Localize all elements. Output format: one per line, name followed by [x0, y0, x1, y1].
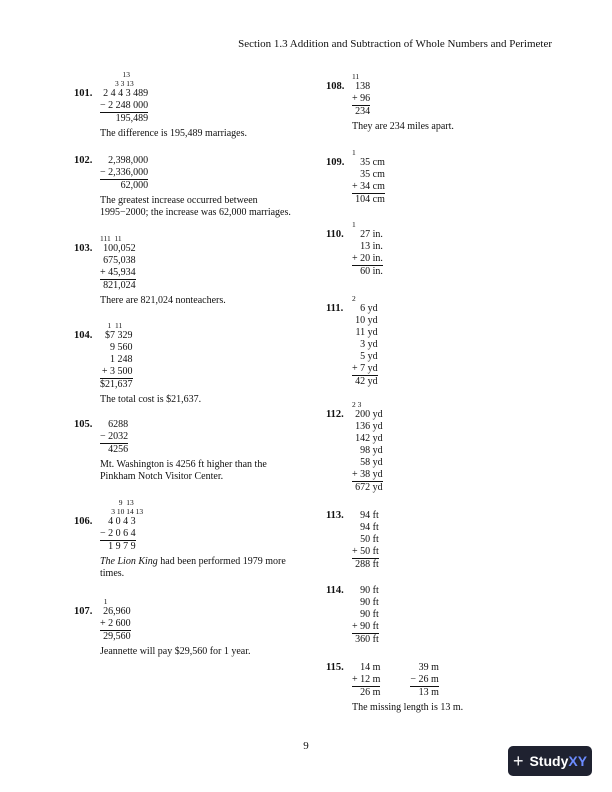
result: 195,489 — [100, 112, 148, 125]
carry-digits: 1 11 — [100, 321, 123, 330]
work-block — [100, 498, 304, 553]
arithmetic-line: 2,398,000 — [108, 154, 149, 166]
problem — [74, 321, 304, 407]
arithmetic — [352, 81, 370, 118]
result: 60 in. — [352, 265, 383, 278]
arithmetic-line: − 26 m — [410, 673, 439, 685]
problem — [74, 155, 304, 220]
arithmetic-line: 94 ft — [360, 521, 379, 533]
caption-title: The Lion King — [100, 555, 158, 567]
work-block — [100, 70, 304, 125]
carry-digits: 3 10 14 13 — [100, 506, 144, 516]
arithmetic — [352, 662, 380, 699]
work-block — [352, 400, 556, 494]
caption-text: Mt. Washington is 4256 ft higher than the Pinkham Notch Visitor Center. — [100, 458, 267, 482]
caption — [100, 646, 304, 659]
arithmetic-line: 90 ft — [360, 596, 379, 608]
work-block — [100, 234, 304, 292]
problem-number: 113. — [326, 509, 344, 521]
work-block — [352, 585, 556, 646]
result: 360 ft — [352, 633, 379, 646]
problem — [326, 148, 556, 206]
arithmetic-line: + 45,934 — [100, 266, 136, 278]
problem-number: 103. — [74, 242, 93, 254]
problem-number: 101. — [74, 88, 93, 99]
caption — [352, 121, 556, 134]
arithmetic-line: 90 ft — [360, 584, 379, 596]
caption-text: had been performed 1979 more times. — [100, 555, 286, 579]
carry-digits: 11 — [352, 72, 360, 81]
problem — [74, 419, 304, 484]
caption — [100, 556, 304, 581]
arithmetic — [352, 510, 379, 571]
problem — [326, 510, 556, 571]
result: 821,024 — [100, 279, 136, 292]
studyxy-badge[interactable] — [508, 746, 592, 776]
arithmetic — [410, 662, 438, 699]
carry-digits: 1 — [352, 147, 356, 157]
arithmetic-line: + 12 m — [352, 673, 381, 685]
arithmetic-line: + 2 600 — [100, 617, 131, 629]
arithmetic-line: 10 yd — [355, 314, 378, 326]
arithmetic-line: 27 in. — [360, 228, 383, 240]
problem-number: 102. — [74, 154, 93, 166]
caption — [100, 195, 304, 220]
problem — [326, 585, 556, 646]
result: 104 cm — [352, 193, 385, 206]
arithmetic — [352, 585, 379, 646]
problem-number: 106. — [74, 515, 93, 527]
work-block — [352, 72, 556, 118]
left-column — [74, 70, 304, 674]
work-block — [100, 597, 304, 643]
problem-number: 109. — [326, 156, 345, 168]
page-number: 9 — [303, 740, 309, 752]
arithmetic-line: 142 yd — [355, 432, 383, 444]
problem — [326, 294, 556, 388]
caption — [100, 128, 304, 141]
plus-icon: + — [512, 751, 524, 771]
work-block — [100, 419, 304, 456]
work-block — [352, 510, 556, 571]
arithmetic-line: 50 ft — [360, 533, 379, 545]
work-block — [100, 321, 304, 391]
arithmetic-line: − 2 0 6 4 — [100, 527, 136, 539]
result: 13 m — [410, 686, 438, 699]
result: 672 yd — [352, 481, 383, 494]
arithmetic-line: 26,960 — [103, 605, 131, 617]
carry-digits: 2 3 — [352, 399, 362, 409]
arithmetic-line: + 90 ft — [352, 620, 379, 632]
arithmetic-line: $7 329 — [105, 330, 133, 341]
arithmetic-line: 138 — [355, 81, 371, 92]
arithmetic — [352, 409, 383, 494]
caption: The missing length is 13 m. — [352, 701, 464, 713]
arithmetic-line: + 20 in. — [352, 252, 383, 264]
problem-number: 112. — [326, 408, 344, 420]
arithmetic — [100, 419, 128, 456]
problem — [74, 234, 304, 308]
arithmetic-line: + 38 yd — [352, 468, 383, 480]
problem — [326, 662, 556, 715]
arithmetic — [100, 606, 131, 643]
caption — [100, 394, 304, 407]
arithmetic-line: 90 ft — [360, 608, 379, 620]
carry-digits: 3 3 13 — [100, 79, 134, 88]
caption-text: The greatest increase occurred between 1995−2000; the increase was 62,000 marriages. — [100, 194, 291, 218]
work-block — [352, 220, 556, 278]
arithmetic — [352, 229, 383, 278]
result: 4256 — [100, 443, 128, 456]
arithmetic-line: 200 yd — [355, 408, 383, 420]
arithmetic-line: 5 yd — [360, 350, 378, 362]
work-block — [100, 155, 304, 192]
result: 234 — [352, 105, 370, 118]
caption-text: There are 821,024 nonteachers. — [100, 294, 226, 306]
arithmetic-line: 98 yd — [360, 444, 383, 456]
problem-number: 104. — [74, 330, 93, 341]
result: 26 m — [352, 686, 380, 699]
arithmetic-line: + 7 yd — [352, 362, 378, 374]
page-header: Section 1.3 Addition and Subtraction of Whole Numbers and Perimeter — [238, 38, 552, 50]
caption — [100, 295, 304, 308]
work-block — [352, 294, 556, 388]
problem-number: 115. — [326, 661, 344, 673]
problem — [326, 220, 556, 278]
problem-number: 111. — [326, 302, 344, 314]
arithmetic-line: 6288 — [108, 418, 129, 430]
result: 29,560 — [100, 630, 131, 643]
problem-number: 114. — [326, 584, 344, 596]
result: $21,637 — [100, 379, 133, 390]
arithmetic-line: 1 248 — [110, 354, 133, 365]
arithmetic-line: 100,052 — [103, 242, 136, 254]
arithmetic — [100, 516, 136, 553]
arithmetic-line: + 34 cm — [352, 180, 385, 192]
arithmetic-line: 94 ft — [360, 509, 379, 521]
result: 288 ft — [352, 558, 379, 571]
problem-number: 108. — [326, 81, 345, 92]
arithmetic-line: 136 yd — [355, 420, 383, 432]
problem — [326, 72, 556, 134]
arithmetic — [100, 88, 148, 125]
arithmetic-line: 58 yd — [360, 456, 383, 468]
caption-text: The total cost is $21,637. — [100, 394, 202, 405]
arithmetic-line: 11 yd — [355, 326, 378, 338]
problem — [326, 400, 556, 494]
arithmetic-line: − 2,336,000 — [100, 166, 149, 178]
arithmetic — [100, 243, 136, 292]
arithmetic-line: 2 4 4 3 489 — [103, 88, 149, 99]
result: 42 yd — [352, 375, 378, 388]
carry-digits: 2 — [352, 293, 356, 303]
arithmetic — [352, 303, 378, 388]
arithmetic — [100, 330, 133, 391]
work-block — [352, 662, 556, 699]
carry-digits: 9 13 — [100, 497, 134, 507]
work-block — [352, 148, 556, 206]
arithmetic-line: 3 yd — [360, 338, 378, 350]
carry-digits: 1 — [352, 219, 356, 229]
problem — [74, 70, 304, 141]
arithmetic-line: − 2 248 000 — [100, 100, 149, 111]
arithmetic — [100, 155, 148, 192]
arithmetic-line: − 2032 — [100, 430, 129, 442]
arithmetic-line: 13 in. — [360, 240, 383, 252]
arithmetic-line: 675,038 — [103, 254, 136, 266]
problem — [74, 597, 304, 659]
arithmetic — [352, 157, 385, 206]
right-column — [326, 72, 556, 730]
carry-digits: 13 — [100, 70, 130, 79]
arithmetic-line: + 3 500 — [101, 366, 133, 377]
carry-digits: 1 — [100, 596, 108, 606]
arithmetic-line: 35 cm — [360, 168, 385, 180]
caption-text: They are 234 miles apart. — [352, 121, 454, 132]
problem-number: 105. — [74, 418, 93, 430]
caption-text: The difference is 195,489 marriages. — [100, 128, 247, 139]
brand-label: StudyXY — [529, 753, 588, 769]
problem-number: 110. — [326, 228, 344, 240]
arithmetic-line: 6 yd — [360, 302, 378, 314]
problem-number: 107. — [74, 605, 93, 617]
arithmetic-line: 35 cm — [360, 156, 385, 168]
arithmetic-line: 9 560 — [110, 342, 133, 353]
carry-digits: 111 11 — [100, 233, 122, 243]
result: 1 9 7 9 — [100, 540, 136, 553]
caption-text: Jeannette will pay $29,560 for 1 year. — [100, 645, 251, 657]
result: 62,000 — [100, 179, 148, 192]
caption — [100, 459, 304, 484]
problem — [74, 498, 304, 581]
arithmetic-line: 14 m — [360, 661, 381, 673]
arithmetic-line: + 50 ft — [352, 545, 379, 557]
arithmetic-line: 39 m — [418, 661, 439, 673]
arithmetic-line: 4 0 4 3 — [108, 515, 136, 527]
arithmetic-line: + 96 — [352, 93, 371, 104]
